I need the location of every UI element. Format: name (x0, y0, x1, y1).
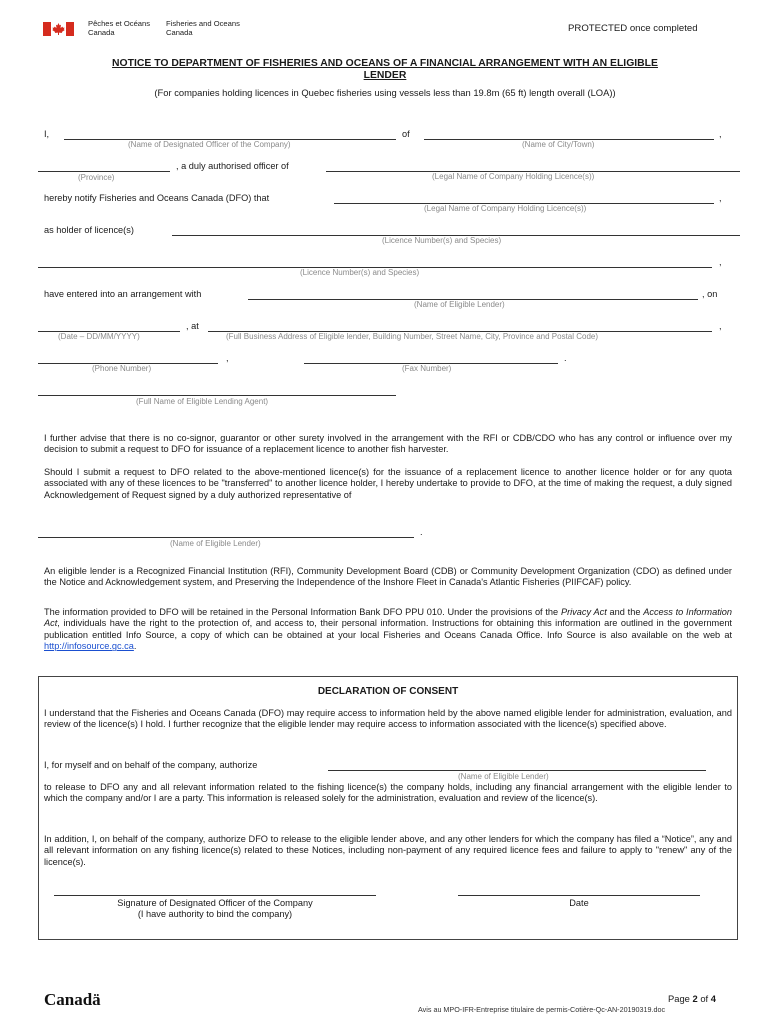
understand-paragraph: I understand that the Fisheries and Oceans Canada (DFO) may require access to information held by the above named eligible lender for administration, evaluation, and review of the licence(s) I hold. I further recognize that the eligible lender may require access to information associated with the licence(s) specified above. (44, 708, 732, 730)
authorised-label: , a duly authorised officer of (176, 161, 289, 171)
dept-name-fr: Pêches et Océans Canada (88, 19, 151, 37)
comma: , (719, 257, 722, 267)
consent-heading: DECLARATION OF CONSENT (317, 686, 459, 697)
date-caption: Date (569, 898, 589, 908)
protected-label: PROTECTED once completed (568, 23, 698, 34)
comma: , (719, 129, 722, 139)
privacy-paragraph: The information provided to DFO will be retained in the Personal Information Bank DFO PPU 010. Under the provisions of the Privacy Act and the Access to Information Act, individuals have the right to the protection of, and access to, their personal information. Instructions for obtaining this information are outlined in the government publication entitled Info Source, a copy of which can be obtained at your local Fisheries and Oceans Canada Office. Info Source is also available on the web at http://infosource.gc.ca. (44, 607, 733, 652)
period: . (564, 353, 567, 363)
canada-flag-icon (43, 22, 74, 36)
addition-paragraph: In addition, I, on behalf of the company, authorize DFO to release to the eligible lender above, and any other lenders for which the company has filed a “Notice”, any and all relevant information on any fishing licence(s) related to these Notices, including non-payment of any required licence fees and failure to apply to "renew" any of the licence(s). (44, 834, 732, 867)
hint-legal-name-1: (Legal Name of Company Holding Licence(s)) (432, 172, 595, 181)
i-label: I, (44, 129, 50, 139)
hint-officer: (Name of Designated Officer of the Company) (128, 140, 291, 149)
of-label: of (402, 129, 410, 139)
province-field[interactable] (38, 171, 170, 172)
at-label: , at (186, 321, 199, 331)
release-paragraph: to release to DFO any and all relevant information related to the fishing licence(s) the company holds, including any financial arrangement with the eligible lender to which the company and/or I are a party. This information is released solely for the administration, evaluation and review of the licence(s). (44, 782, 732, 804)
hint-city: (Name of City/Town) (522, 140, 595, 149)
dept-name-en: Fisheries and Oceans Canada (166, 19, 240, 37)
hint-licence-2: (Licence Number(s) and Species) (300, 268, 420, 277)
hint-lender-3: (Name of Eligible Lender) (458, 772, 549, 781)
hint-fax: (Fax Number) (402, 364, 452, 373)
lending-agent-field[interactable] (38, 395, 396, 396)
eligible-lender-field-2[interactable] (38, 537, 414, 538)
document-filename: Avis au MPO-IFR-Entreprise titulaire de permis-Cotière-Qc-AN-20190319.doc (418, 1005, 666, 1014)
hint-phone: (Phone Number) (92, 364, 152, 373)
notify-label: hereby notify Fisheries and Oceans Canada (DFO) that (44, 193, 270, 203)
eligible-paragraph: An eligible lender is a Recognized Financial Institution (RFI), Community Development Board (CDB) or Community Development Organization (CDO) as defined under the Notice and Acknowledgement system, and Preserving the Independence of the Inshore Fleet in Canada's Atlantic Fisheries (PIIFCAF) policy. (44, 566, 732, 588)
page-number: Page 2 of 4 (668, 993, 716, 1004)
signature-field[interactable] (54, 895, 376, 896)
hint-lender-2: (Name of Eligible Lender) (170, 539, 261, 548)
document-subtitle: (For companies holding licences in Quebec fisheries using vessels less than 19.8m (65 ft) length overall (LOA)) (154, 87, 616, 98)
holder-label: as holder of licence(s) (44, 225, 134, 235)
signature-caption: Signature of Designated Officer of the Company (I have authority to bind the company) (117, 898, 313, 919)
authorize-label: I, for myself and on behalf of the company, authorize (44, 760, 258, 770)
document-title: NOTICE TO DEPARTMENT OF FISHERIES AND OCEANS OF A FINANCIAL ARRANGEMENT WITH AN ELIGIBLE LENDER (112, 58, 658, 81)
date-sign-field[interactable] (458, 895, 700, 896)
arrangement-label: have entered into an arrangement with (44, 289, 202, 299)
hint-address: (Full Business Address of Eligible lender, Building Number, Street Name, City, Province and Postal Code) (226, 332, 599, 341)
hint-date: (Date – DD/MM/YYYY) (58, 332, 140, 341)
comma: , (719, 193, 722, 203)
hint-licence-1: (Licence Number(s) and Species) (382, 236, 502, 245)
comma: , (719, 321, 722, 331)
advise-paragraph: I further advise that there is no co-signor, guarantor or other surety involved in the arrangement with the RFI or CDB/CDO who has any control or influence over my decision to submit a request to DFO for issuance of a replacement licence to another fish harvester. (44, 433, 732, 455)
period: . (420, 527, 423, 537)
canada-wordmark: Canadä (44, 990, 101, 1009)
eligible-lender-field-3[interactable] (328, 770, 706, 771)
on-label: , on (702, 289, 718, 299)
hint-province: (Province) (78, 173, 115, 182)
should-paragraph: Should I submit a request to DFO related to the above-mentioned licence(s) for the issuance of a replacement licence to another licence holder or for any quota associated with any of these licences to be "transferred" to another licence holder, I hereby undertake to provide to DFO, at the time of making the request, a duly signed Acknowledgement of Request signed by a duly authorized representative of (44, 467, 732, 500)
hint-agent: (Full Name of Eligible Lending Agent) (136, 397, 269, 406)
infosource-link[interactable]: http://infosource.gc.ca (44, 641, 134, 652)
comma: , (226, 353, 229, 363)
hint-lender: (Name of Eligible Lender) (414, 300, 505, 309)
hint-legal-name-2: (Legal Name of Company Holding Licence(s)) (424, 204, 587, 213)
